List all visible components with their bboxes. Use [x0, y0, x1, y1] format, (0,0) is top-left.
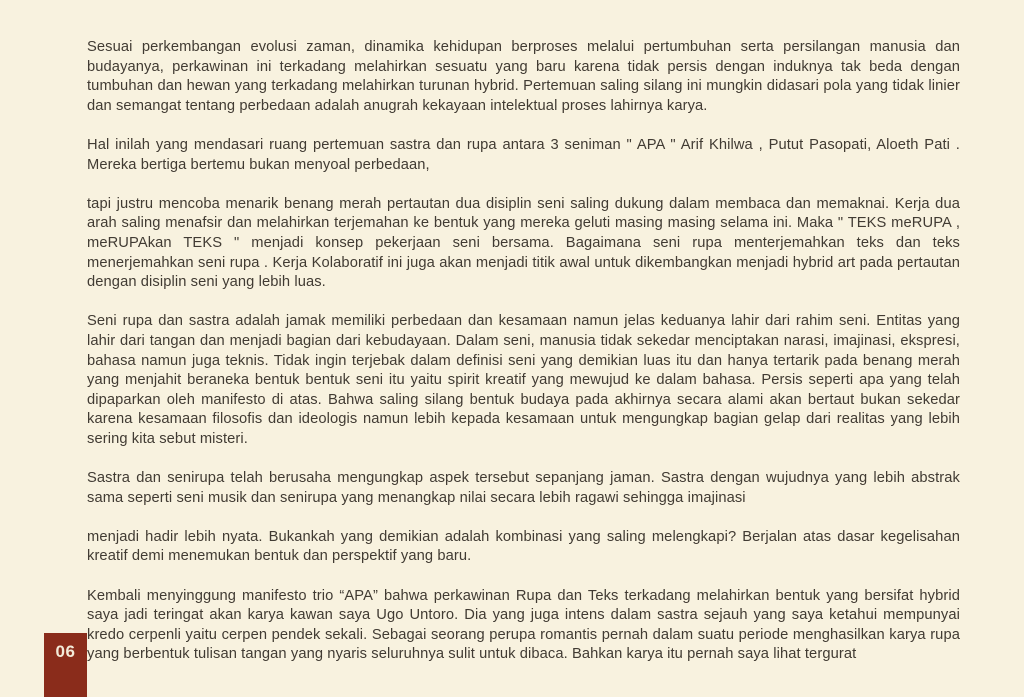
- paragraph-6: menjadi hadir lebih nyata. Bukankah yang demikian adalah kombinasi yang saling melengkapi? Berjalan atas dasar kegelisahan kreatif demi menemukan bentuk dan perspektif yang baru.: [87, 528, 960, 565]
- paragraph-7: Kembali menyinggung manifesto trio “APA” bahwa perkawinan Rupa dan Teks terkadang melahirkan bentuk yang bersifat hybrid saya jadi teringat akan karya kawan saya Ugo Untoro. Dia yang juga intens dalam sastra sejauh yang saya ketahui mempunyai kredo cerpenli yaitu cerpen pendek sekali. Sebagai seorang perupa romantis pernah dalam suatu periode menghasilkan karya rupa yang berbentuk tulisan tangan yang nyaris seluruhnya sulit untuk dibaca. Bahkan karya itu pernah saya lihat tergurat: [87, 587, 960, 663]
- paragraph-4: Seni rupa dan sastra adalah jamak memiliki perbedaan dan kesamaan namun jelas keduanya lahir dari rahim seni. Entitas yang lahir dari tangan dan menjadi bagian dari kebudayaan. Dalam seni, manusia tidak sekedar menciptakan narasi, imajinasi, ekspresi, bahasa namun juga teknis. Tidak ingin terjebak dalam definisi seni yang demikian luas itu dan hanya tertarik pada benang merah yang menjahit beraneka bentuk bentuk seni itu yaitu spirit kreatif yang mewujud ke dalam bahasa. Persis seperti apa yang telah dipaparkan oleh manifesto di atas. Bahwa saling silang bentuk budaya pada akhirnya secara alami akan bertaut bukan sekedar karena kesamaan filosofis dan ideologis namun lebih kepada kesamaan untuk mengungkap bagian gelap dari realitas yang lebih sering kita sebut misteri.: [87, 313, 960, 447]
- paragraph-2: Hal inilah yang mendasari ruang pertemuan sastra dan rupa antara 3 seniman " APA " Arif Khilwa , Putut Pasopati, Aloeth Pati . Mereka bertiga bertemu bukan menyoal perbedaan,: [87, 136, 960, 173]
- body-text: [87, 38, 960, 685]
- paragraph-5: Sastra dan senirupa telah berusaha mengungkap aspek tersebut sepanjang jaman. Sastra dengan wujudnya yang lebih abstrak sama seperti seni musik dan senirupa yang menangkap nilai secara lebih ragawi sehingga imajinasi: [87, 470, 960, 506]
- page-number-badge: [44, 633, 87, 697]
- paragraph-3: tapi justru mencoba menarik benang merah pertautan dua disiplin seni saling dukung dalam membaca dan memaknai. Kerja dua arah saling menafsir dan melahirkan terjemahan ke bentuk yang mereka geluti masing masing selama ini. Maka " TEKS meRUPA , meRUPAkan TEKS " menjadi konsep pekerjaan seni bersama. Bagaimana seni rupa menterjemahkan teks dan teks menerjemahkan seni rupa . Kerja Kolaboratif ini juga akan menjadi titik awal untuk dikembangkan menjadi hybrid art pada pertautan dengan disiplin seni yang lebih luas.: [87, 195, 960, 291]
- page-number: 06: [55, 642, 76, 661]
- paragraph-1: Sesuai perkembangan evolusi zaman, dinamika kehidupan berproses melalui pertumbuhan serta persilangan manusia dan budayanya, perkawinan ini terkadang melahirkan sesuatu yang baru karena tidak persis dengan induknya tak beda dengan tumbuhan dan hewan yang terkadang melahirkan turunan hybrid. Pertemuan saling silang ini mungkin didasari pola yang tidak linier dan semangat tentang perbedaan adalah anugrah kekayaan intelektual proses lahirnya karya.: [87, 39, 960, 114]
